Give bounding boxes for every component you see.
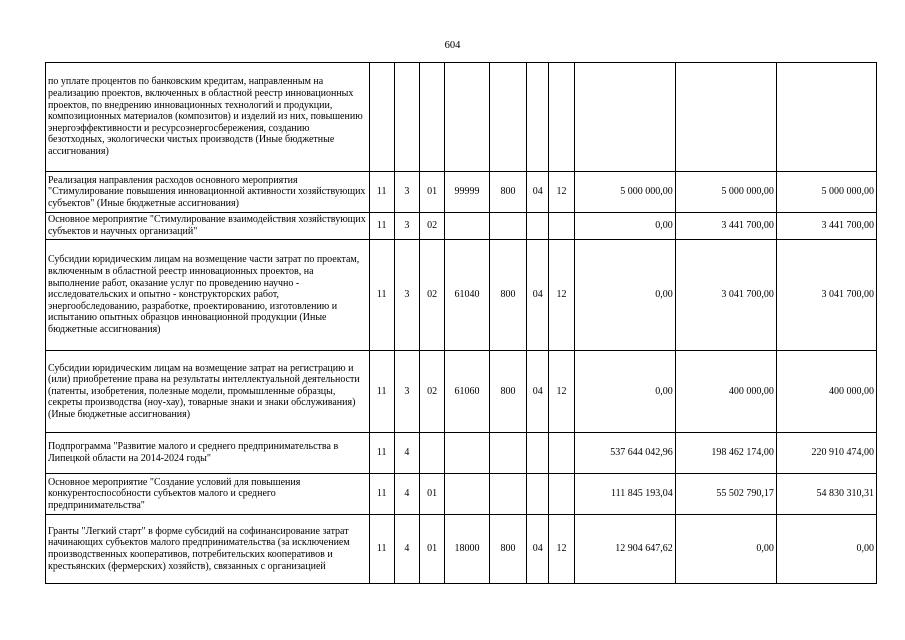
code-admin: 11 <box>369 474 394 515</box>
amount-year-1: 0,00 <box>574 240 675 351</box>
table-row <box>46 474 877 515</box>
code-section <box>527 433 549 474</box>
code-direction: 99999 <box>445 172 489 213</box>
amount-year-3: 54 830 310,31 <box>776 474 876 515</box>
amount-year-3: 400 000,00 <box>776 351 876 433</box>
code-subprogram: 3 <box>394 240 419 351</box>
code-expense-type: 800 <box>489 240 526 351</box>
amount-year-2: 55 502 790,17 <box>675 474 776 515</box>
amount-year-1: 0,00 <box>574 213 675 240</box>
code-subprogram: 4 <box>394 515 419 584</box>
amount-year-2: 3 041 700,00 <box>675 240 776 351</box>
amount-year-1 <box>574 63 675 172</box>
code-admin: 11 <box>369 433 394 474</box>
code-section: 04 <box>527 515 549 584</box>
code-subsection: 12 <box>549 240 574 351</box>
code-expense-type <box>489 63 526 172</box>
code-expense-type <box>489 213 526 240</box>
amount-year-3: 220 910 474,00 <box>776 433 876 474</box>
row-name: Основное мероприятие "Стимулирование взаимодействия хозяйствующих субъектов и научных организаций" <box>46 213 370 240</box>
code-activity: 01 <box>420 515 445 584</box>
code-activity: 01 <box>420 172 445 213</box>
amount-year-1: 5 000 000,00 <box>574 172 675 213</box>
code-admin: 11 <box>369 240 394 351</box>
table-row <box>46 515 877 584</box>
amount-year-3: 3 041 700,00 <box>776 240 876 351</box>
amount-year-2 <box>675 63 776 172</box>
row-name: Субсидии юридическим лицам на возмещение части затрат по проектам, включенным в областной реестр инновационных проектов, на выполнение работ, оказание услуг по проведению научно - исследовательских и опытно - конструкторских работ, энергообследованию, разработке, проектированию, изготовлению и испытанию опытных образцов инновационной продукции (Иные бюджетные ассигнования) <box>46 240 370 351</box>
code-subsection: 12 <box>549 172 574 213</box>
table-row <box>46 433 877 474</box>
code-section: 04 <box>527 172 549 213</box>
row-name: Гранты "Легкий старт" в форме субсидий на софинансирование затрат начинающих субъектов малого предпринимательства (за исключением производственных кооперативов, потребительских кооперативов и крестьянских (фермерских) хозяйств), связанных с организацией <box>46 515 370 584</box>
amount-year-2: 0,00 <box>675 515 776 584</box>
row-name: по уплате процентов по банковским кредитам, направленным на реализацию проектов, включенных в областной реестр инновационных проектов, по внедрению инновационных технологий и продукции, композиционных материалов (композитов) и изделий из них, повышению энергоэффективности и ресурсоэнергосбережения, созданию безотходных, экологически чистых производств (Иные бюджетные ассигнования) <box>46 63 370 172</box>
code-admin: 11 <box>369 213 394 240</box>
code-activity: 01 <box>420 474 445 515</box>
amount-year-2: 400 000,00 <box>675 351 776 433</box>
table-row <box>46 240 877 351</box>
code-expense-type: 800 <box>489 515 526 584</box>
row-name: Субсидии юридическим лицам на возмещение затрат на регистрацию и (или) приобретение права на результаты интеллектуальной деятельности (патенты, изобретения, полезные модели, промышленные образцы, секреты производства (ноу-хау), товарные знаки и знаки обслуживания) (Иные бюджетные ассигнования) <box>46 351 370 433</box>
code-section <box>527 213 549 240</box>
code-admin: 11 <box>369 172 394 213</box>
code-direction <box>445 213 489 240</box>
table-row <box>46 213 877 240</box>
code-direction <box>445 63 489 172</box>
code-subsection: 12 <box>549 515 574 584</box>
code-activity: 02 <box>420 240 445 351</box>
code-section <box>527 474 549 515</box>
amount-year-3: 0,00 <box>776 515 876 584</box>
code-subsection <box>549 213 574 240</box>
code-activity <box>420 433 445 474</box>
code-direction: 18000 <box>445 515 489 584</box>
code-admin: 11 <box>369 351 394 433</box>
code-subsection <box>549 474 574 515</box>
amount-year-1: 111 845 193,04 <box>574 474 675 515</box>
amount-year-2: 3 441 700,00 <box>675 213 776 240</box>
code-subprogram: 3 <box>394 172 419 213</box>
code-section: 04 <box>527 240 549 351</box>
code-expense-type: 800 <box>489 172 526 213</box>
code-activity: 02 <box>420 213 445 240</box>
code-section: 04 <box>527 351 549 433</box>
row-name: Основное мероприятие "Создание условий для повышения конкурентоспособности субъектов малого и среднего предпринимательства" <box>46 474 370 515</box>
page-number: 604 <box>444 40 461 51</box>
budget-table <box>45 62 877 584</box>
amount-year-2: 5 000 000,00 <box>675 172 776 213</box>
code-expense-type <box>489 474 526 515</box>
code-subprogram: 3 <box>394 351 419 433</box>
amount-year-1: 12 904 647,62 <box>574 515 675 584</box>
code-expense-type: 800 <box>489 351 526 433</box>
amount-year-1: 0,00 <box>574 351 675 433</box>
amount-year-3: 5 000 000,00 <box>776 172 876 213</box>
code-expense-type <box>489 433 526 474</box>
table-row <box>46 172 877 213</box>
code-subprogram: 3 <box>394 213 419 240</box>
code-subprogram: 4 <box>394 433 419 474</box>
code-activity <box>420 63 445 172</box>
code-subsection <box>549 433 574 474</box>
row-name: Подпрограмма "Развитие малого и среднего предпринимательства в Липецкой области на 2014-2024 годы" <box>46 433 370 474</box>
row-name: Реализация направления расходов основного мероприятия "Стимулирование повышения инновационной активности хозяйствующих субъектов" (Иные бюджетные ассигнования) <box>46 172 370 213</box>
code-direction <box>445 474 489 515</box>
amount-year-3 <box>776 63 876 172</box>
amount-year-3: 3 441 700,00 <box>776 213 876 240</box>
table-row <box>46 63 877 172</box>
code-direction: 61060 <box>445 351 489 433</box>
code-direction: 61040 <box>445 240 489 351</box>
table-row <box>46 351 877 433</box>
amount-year-2: 198 462 174,00 <box>675 433 776 474</box>
code-admin: 11 <box>369 515 394 584</box>
code-subsection: 12 <box>549 351 574 433</box>
code-subprogram: 4 <box>394 474 419 515</box>
amount-year-1: 537 644 042,96 <box>574 433 675 474</box>
code-direction <box>445 433 489 474</box>
code-section <box>527 63 549 172</box>
code-subsection <box>549 63 574 172</box>
code-admin <box>369 63 394 172</box>
code-subprogram <box>394 63 419 172</box>
code-activity: 02 <box>420 351 445 433</box>
